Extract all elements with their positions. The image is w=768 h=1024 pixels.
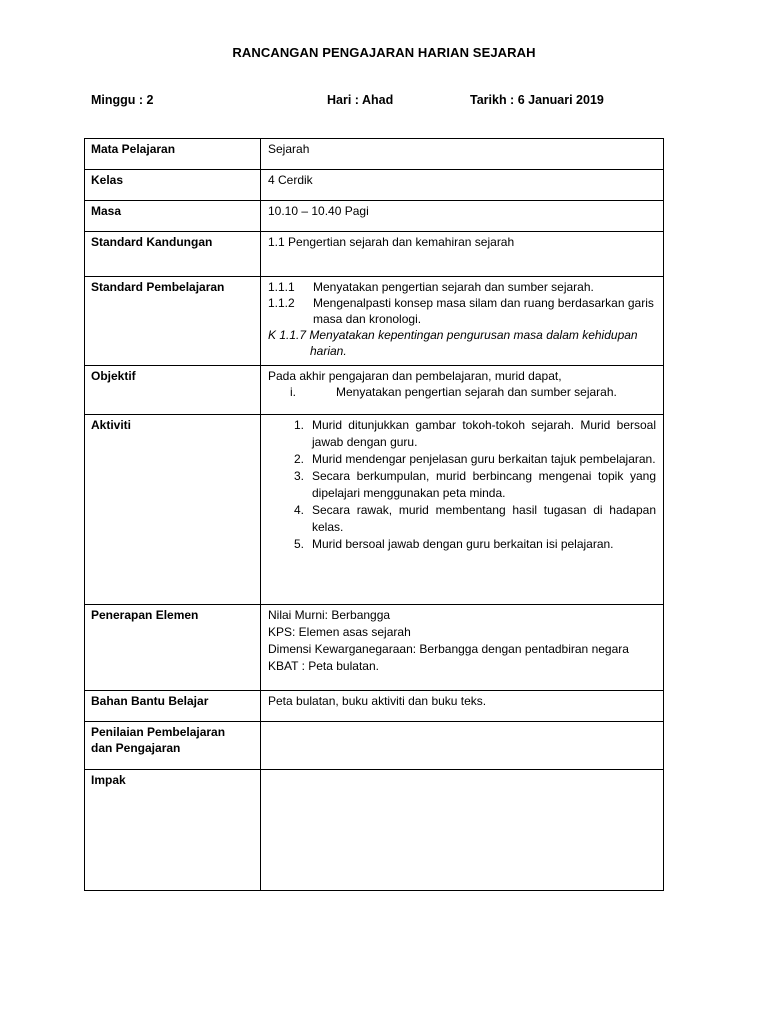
aktiviti-item (268, 417, 656, 451)
minggu-field: Minggu : 2 (91, 93, 154, 107)
label-penilaian (85, 722, 261, 770)
label-mata-pelajaran: Mata Pelajaran (85, 139, 261, 170)
row-aktiviti (85, 415, 664, 605)
aktiviti-item (268, 502, 656, 536)
aktiviti-item-number: 5. (293, 537, 304, 551)
aktiviti-item-number: 4. (293, 503, 304, 517)
aktiviti-item (268, 468, 656, 502)
value-penerapan-elemen (261, 605, 664, 691)
label-bahan-bantu-belajar: Bahan Bantu Belajar (85, 691, 261, 722)
aktiviti-item-number: 1. (293, 418, 304, 432)
aktiviti-item-text: Murid mendengar penjelasan guru berkaitan tajuk pembelajaran. (312, 452, 656, 466)
tarikh-field: Tarikh : 6 Januari 2019 (470, 93, 604, 107)
document-title: RANCANGAN PENGAJARAN HARIAN SEJARAH (232, 45, 536, 60)
row-penilaian (85, 722, 664, 770)
value-objektif (261, 366, 664, 415)
value-kelas: 4 Cerdik (261, 170, 664, 201)
aktiviti-item-text: Murid bersoal jawab dengan guru berkaitan isi pelajaran. (312, 537, 614, 551)
row-bahan-bantu-belajar (85, 691, 664, 722)
penerapan-line: Nilai Murni: Berbangga (268, 608, 391, 622)
standard-item-number: 1.1.1 (268, 280, 295, 294)
label-kelas: Kelas (85, 170, 261, 201)
value-masa: 10.10 – 10.40 Pagi (261, 201, 664, 232)
row-impak (85, 770, 664, 891)
value-standard-pembelajaran (261, 277, 664, 366)
label-penilaian-line: dan Pengajaran (91, 741, 181, 755)
aktiviti-item-text: Secara berkumpulan, murid berbincang mengenai topik yang dipelajari menggunakan peta minda. (312, 469, 656, 500)
standard-item-text: Mengenalpasti konsep masa silam dan ruang berdasarkan garis masa dan kronologi. (313, 296, 654, 326)
label-objektif: Objektif (85, 366, 261, 415)
aktiviti-item (268, 536, 656, 553)
standard-extra-item (268, 327, 656, 359)
penerapan-line: KBAT : Peta bulatan. (268, 659, 379, 673)
objektif-item-number: i. (290, 385, 296, 399)
value-impak (261, 770, 664, 891)
standard-item-text: Menyatakan pengertian sejarah dan sumber sejarah. (313, 280, 594, 294)
row-penerapan-elemen (85, 605, 664, 691)
label-impak: Impak (85, 770, 261, 891)
label-standard-kandungan: Standard Kandungan (85, 232, 261, 277)
standard-extra-line: K 1.1.7 Menyatakan kepentingan pengurusan masa dalam kehidupan (268, 328, 638, 342)
value-standard-kandungan: 1.1 Pengertian sejarah dan kemahiran sejarah (261, 232, 664, 277)
label-masa: Masa (85, 201, 261, 232)
penerapan-line: Dimensi Kewarganegaraan: Berbangga dengan pentadbiran negara (268, 642, 629, 656)
row-standard-pembelajaran (85, 277, 664, 366)
standard-extra-line: harian. (310, 344, 347, 358)
objektif-item (268, 384, 656, 400)
row-masa (85, 201, 664, 232)
value-mata-pelajaran: Sejarah (261, 139, 664, 170)
label-aktiviti: Aktiviti (85, 415, 261, 605)
standard-item (268, 279, 656, 295)
label-penerapan-elemen: Penerapan Elemen (85, 605, 261, 691)
aktiviti-item-number: 3. (293, 469, 304, 483)
row-kelas (85, 170, 664, 201)
objektif-intro: Pada akhir pengajaran dan pembelajaran, murid dapat, (268, 369, 562, 383)
row-objektif (85, 366, 664, 415)
aktiviti-item-number: 2. (293, 452, 304, 466)
value-penilaian (261, 722, 664, 770)
aktiviti-item (268, 451, 656, 468)
penerapan-line: KPS: Elemen asas sejarah (268, 625, 411, 639)
row-standard-kandungan (85, 232, 664, 277)
aktiviti-item-text: Secara rawak, murid membentang hasil tugasan di hadapan kelas. (312, 503, 656, 534)
label-standard-pembelajaran: Standard Pembelajaran (85, 277, 261, 366)
label-penilaian-line: Penilaian Pembelajaran (91, 725, 226, 739)
aktiviti-list (268, 417, 656, 553)
row-mata-pelajaran (85, 139, 664, 170)
objektif-item-text: Menyatakan pengertian sejarah dan sumber sejarah. (336, 385, 617, 399)
value-bahan-bantu-belajar: Peta bulatan, buku aktiviti dan buku teks. (261, 691, 664, 722)
standard-item (268, 295, 656, 327)
hari-field: Hari : Ahad (327, 93, 394, 107)
lesson-plan-table (84, 138, 664, 891)
aktiviti-item-text: Murid ditunjukkan gambar tokoh-tokoh sejarah. Murid bersoal jawab dengan guru. (312, 418, 656, 449)
standard-item-number: 1.1.2 (268, 296, 295, 310)
value-aktiviti (261, 415, 664, 605)
